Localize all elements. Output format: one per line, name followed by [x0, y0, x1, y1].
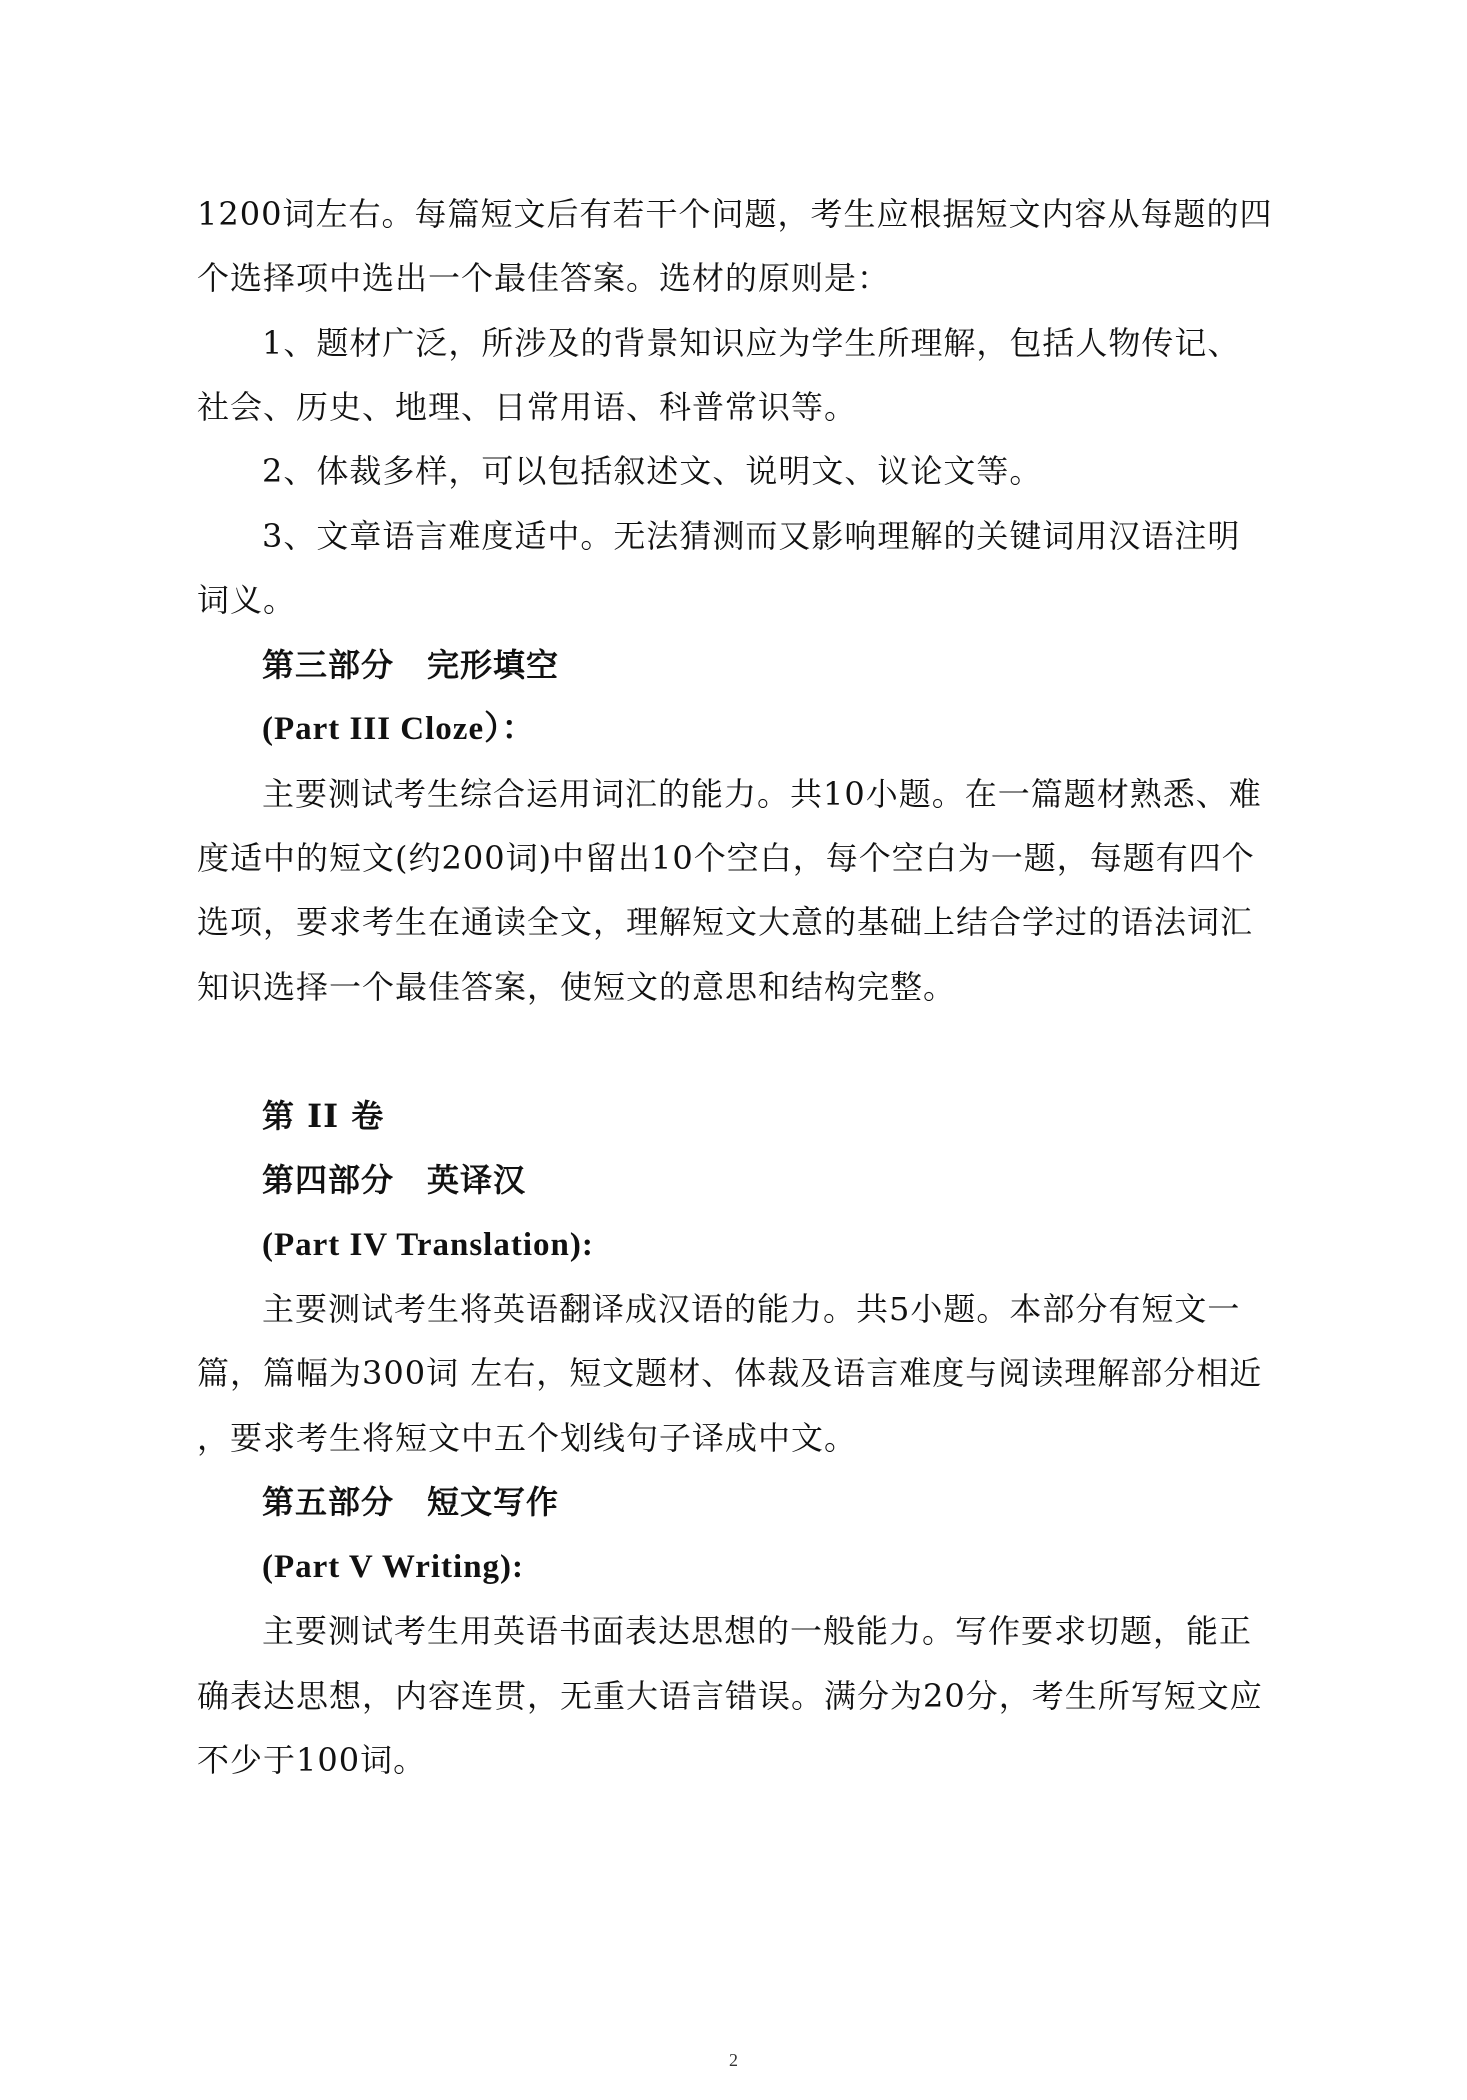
- list-item-3: 3、文章语言难度适中。无法猜测而又影响理解的关键词用汉语注明: [262, 517, 1241, 555]
- list-item-3-continued: 词义。: [197, 581, 297, 619]
- page-number: 2: [729, 2050, 738, 2070]
- part5-text-line: 确表达思想，内容连贯，无重大语言错误。满分为20分，考生所写短文应: [197, 1677, 1263, 1715]
- section-subheading-part5: (Part V Writing):: [262, 1549, 525, 1585]
- part5-text-line: 主要测试考生用英语书面表达思想的一般能力。写作要求切题，能正: [262, 1612, 1253, 1650]
- section-heading-part3: 第三部分 完形填空: [262, 646, 560, 684]
- paragraph-line: 个选择项中选出一个最佳答案。选材的原则是：: [197, 259, 891, 297]
- list-item-1-continued: 社会、历史、地理、日常用语、科普常识等。: [197, 388, 858, 426]
- paragraph-line: 1200词左右。每篇短文后有若干个问题，考生应根据短文内容从每题的四: [197, 195, 1273, 233]
- part3-text-line: 选项，要求考生在通读全文，理解短文大意的基础上结合学过的语法词汇: [197, 903, 1254, 941]
- section-subheading-part4: (Part IV Translation):: [262, 1227, 594, 1263]
- list-item-2: 2、体裁多样，可以包括叙述文、说明文、议论文等。: [262, 452, 1043, 490]
- part4-text-line: 篇，篇幅为300词 左右，短文题材、体裁及语言难度与阅读理解部分相近: [197, 1354, 1263, 1392]
- part3-text-line: 主要测试考生综合运用词汇的能力。共10小题。在一篇题材熟悉、难: [262, 775, 1262, 813]
- list-item-1: 1、题材广泛，所涉及的背景知识应为学生所理解，包括人物传记、: [262, 324, 1241, 362]
- section-heading-part4: 第四部分 英译汉: [262, 1161, 527, 1199]
- part4-text-line: 主要测试考生将英语翻译成汉语的能力。共5小题。本部分有短文一: [262, 1290, 1241, 1328]
- section-heading-part5: 第五部分 短文写作: [262, 1483, 560, 1521]
- section-subheading-part3: (Part III Cloze）：: [262, 711, 536, 747]
- part3-text-line: 度适中的短文(约200词)中留出10个空白，每个空白为一题，每题有四个: [197, 839, 1255, 877]
- volume-heading: 第 II 卷: [262, 1097, 385, 1135]
- part5-text-line: 不少于100词。: [197, 1741, 427, 1779]
- part3-text-line: 知识选择一个最佳答案，使短文的意思和结构完整。: [197, 968, 957, 1006]
- part4-text-line: ，要求考生将短文中五个划线句子译成中文。: [197, 1419, 858, 1457]
